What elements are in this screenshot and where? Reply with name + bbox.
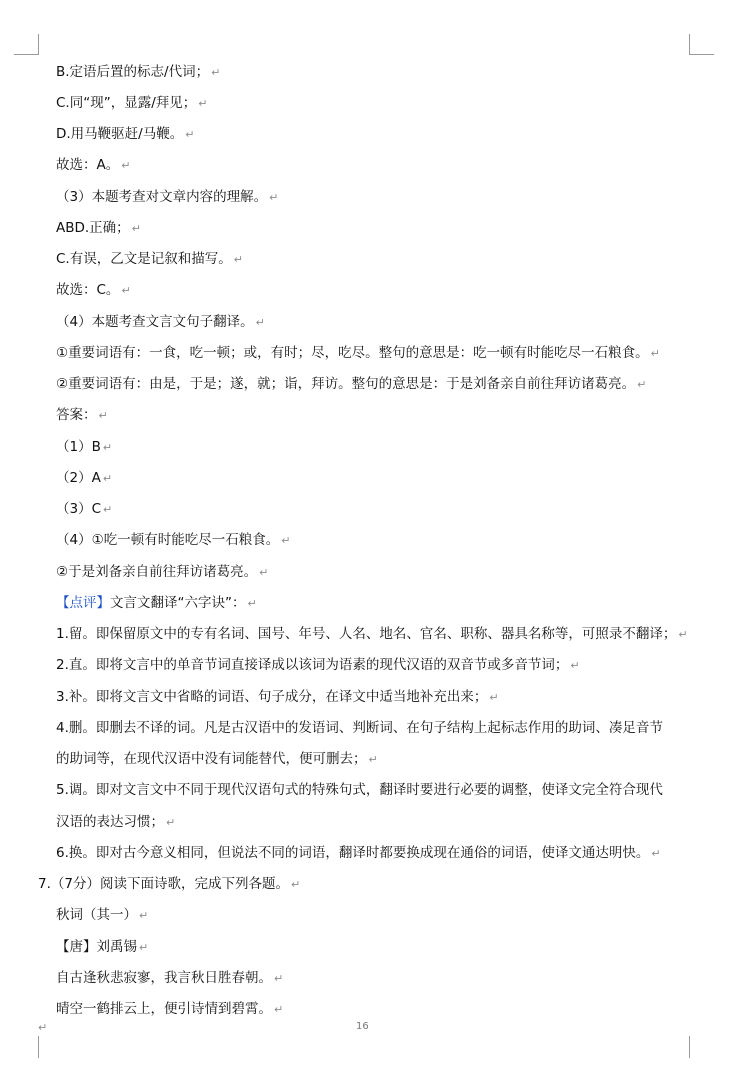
text-line: （3）本题考查对文章内容的理解。 ↵ (56, 189, 279, 205)
text-line: （4）①吃一顿有时能吃尽一石粮食。 ↵ (56, 532, 291, 548)
page-number: 16 (356, 1021, 369, 1032)
comment-heading: 【点评】文言文翻译“六字诀”： ↵ (56, 595, 257, 611)
text-line: C.有误，乙文是记叙和描写。 ↵ (56, 251, 243, 267)
text-line: B.定语后置的标志/代词； ↵ (56, 64, 221, 80)
question-heading: 7.（7分）阅读下面诗歌，完成下列各题。 ↵ (38, 876, 301, 892)
text-line: ABD.正确； ↵ (56, 220, 141, 236)
text-line: 故选：A。 ↵ (56, 157, 131, 173)
text-line: 5.调。即对文言文中不同于现代汉语句式的特殊句式，翻译时要进行必要的调整，使译文完全符合现代 (56, 782, 663, 798)
text-line: （1）B ↵ (56, 439, 113, 455)
page-corner-bottom-right (689, 1036, 691, 1058)
page-corner-bottom-left (38, 1036, 40, 1058)
text-line: （4）本题考查文言文句子翻译。 ↵ (56, 314, 265, 330)
text-line: C.同“现”，显露/拜见； ↵ (56, 95, 208, 111)
text-line: 汉语的表达习惯； ↵ (56, 814, 176, 830)
text-line: 1.留。即保留原文中的专有名词、国号、年号、人名、地名、官名、职称、器具名称等，可照录不翻译； ↵ (56, 626, 688, 642)
text-line: （2）A ↵ (56, 470, 113, 486)
text-line: 6.换。即对古今意义相同，但说法不同的词语，翻译时都要换成现在通俗的词语，使译文通达明快。 ↵ (56, 845, 661, 861)
text-line: 故选：C。 ↵ (56, 282, 131, 298)
poem-author: 【唐】刘禹锡 ↵ (56, 939, 149, 955)
text-line: （3）C ↵ (56, 501, 113, 517)
poem-line: 自古逢秋悲寂寥，我言秋日胜春朝。 ↵ (56, 970, 284, 986)
text-line: D.用马鞭驱赶/马鞭。 ↵ (56, 126, 195, 142)
text-line: ①重要词语有：一食，吃一顿；或，有时；尽，吃尽。整句的意思是：吃一顿有时能吃尽一石粮食。 ↵ (56, 345, 660, 361)
poem-title: 秋词（其一） ↵ (56, 907, 149, 923)
text-line: ②于是刘备亲自前往拜访诸葛亮。 ↵ (56, 564, 269, 580)
comment-tag: 【点评】 (56, 595, 110, 611)
poem-line: 晴空一鹤排云上，便引诗情到碧霄。 ↵ (56, 1001, 284, 1017)
text-line: 2.直。即将文言中的单音节词直接译成以该词为语素的现代汉语的双音节或多音节词； ↵ (56, 657, 580, 673)
text-line: 的助词等，在现代汉语中没有词能替代，便可删去； ↵ (56, 751, 378, 767)
text-line: 4.删。即删去不译的词。凡是古汉语中的发语词、判断词、在句子结构上起标志作用的助词、凑足音节 (56, 720, 663, 736)
text-line: 3.补。即将文言文中省略的词语、句子成分，在译文中适当地补充出来； ↵ (56, 689, 499, 705)
text-line: ②重要词语有：由是，于是；遂，就；诣，拜访。整句的意思是：于是刘备亲自前往拜访诸葛亮。 ↵ (56, 376, 647, 392)
page-corner-top-right (689, 34, 714, 55)
paragraph-mark-icon: ↵ (38, 1021, 48, 1034)
text-line: 答案： ↵ (56, 407, 108, 423)
page-corner-top-left (14, 34, 39, 55)
